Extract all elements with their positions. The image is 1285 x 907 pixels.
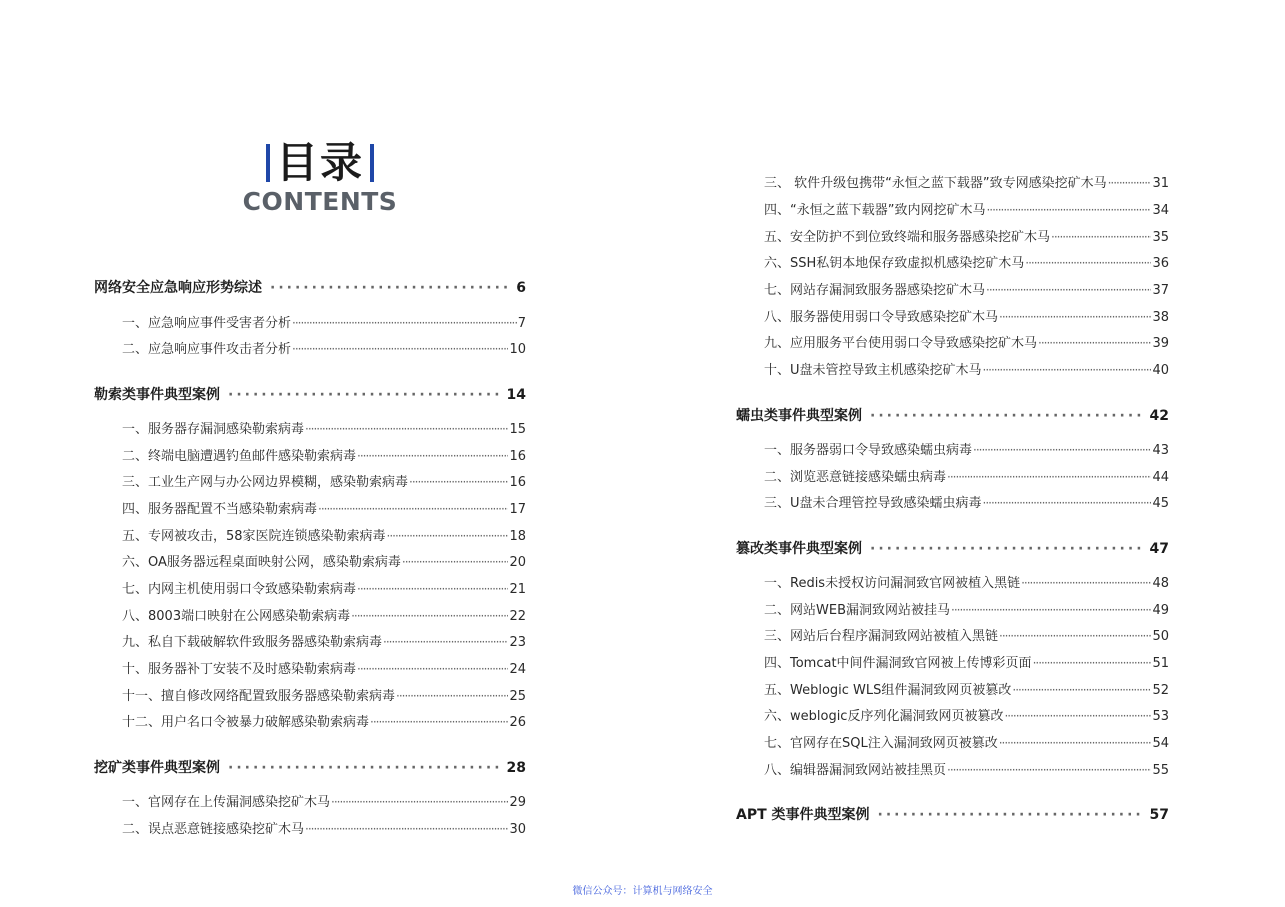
item-title: 四、“永恒之蓝下载器”致内网挖矿木马 [764, 203, 986, 218]
toc-item-entry[interactable] [94, 340, 526, 358]
page-number: 24 [509, 662, 526, 677]
dot-leader [983, 361, 1152, 379]
item-title: 五、安全防护不到位致终端和服务器感染挖矿木马 [764, 230, 1051, 245]
toc-item-entry[interactable] [736, 281, 1169, 299]
dot-leader [1108, 174, 1152, 192]
toc-item-entry[interactable] [736, 308, 1169, 326]
dot-leader [228, 758, 499, 778]
title-english: CONTENTS [242, 187, 398, 216]
dot-leader [947, 761, 1151, 779]
dot-leader [1038, 334, 1151, 352]
page-number: 25 [509, 689, 526, 704]
toc-item-entry[interactable] [736, 334, 1169, 352]
page-number: 16 [509, 449, 526, 464]
toc-item-entry[interactable] [94, 553, 526, 571]
item-title: 五、专网被攻击，58家医院连锁感染勒索病毒 [122, 529, 386, 544]
toc-item-entry[interactable] [736, 468, 1169, 486]
page-number: 34 [1152, 203, 1169, 218]
item-title: 七、官网存在SQL注入漏洞致网页被篡改 [764, 736, 998, 751]
dot-leader [270, 278, 508, 298]
footer-wechat: 微信公众号：计算机与网络安全 [572, 886, 713, 897]
dot-leader [986, 281, 1151, 299]
dot-leader [986, 201, 1151, 219]
section-title: 网络安全应急响应形势综述 [94, 280, 262, 296]
toc-item-entry[interactable] [736, 601, 1169, 619]
page-number: 48 [1152, 576, 1169, 591]
item-title: 三、网站后台程序漏洞致网站被植入黑链 [764, 629, 999, 644]
dot-leader [1033, 654, 1152, 672]
item-title: 八、服务器使用弱口令导致感染挖矿木马 [764, 310, 999, 325]
section-title: 篡改类事件典型案例 [736, 541, 862, 557]
dot-leader [999, 734, 1152, 752]
item-title: 十一、擅自修改网络配置致服务器感染勒索病毒 [122, 689, 396, 704]
toc-item-entry[interactable] [94, 633, 526, 651]
page-number: 47 [1149, 541, 1169, 557]
dot-leader [383, 633, 508, 651]
dot-leader [870, 539, 1142, 559]
item-title: 十二、用户名口令被暴力破解感染勒索病毒 [122, 715, 370, 730]
item-title: 二、应急响应事件攻击者分析 [122, 342, 292, 357]
dot-leader [292, 314, 517, 332]
dot-leader [228, 385, 499, 405]
toc-item-entry[interactable] [736, 574, 1169, 592]
dot-leader [292, 340, 508, 358]
item-title: 一、官网存在上传漏洞感染挖矿木马 [122, 795, 331, 810]
page-number: 18 [509, 529, 526, 544]
page-number: 40 [1152, 363, 1169, 378]
toc-item-entry[interactable] [736, 441, 1169, 459]
item-title: 八、编辑器漏洞致网站被挂黑页 [764, 763, 947, 778]
toc-item-entry[interactable] [736, 681, 1169, 699]
page-number: 51 [1152, 656, 1169, 671]
toc-section-entry[interactable] [94, 278, 526, 298]
item-title: 四、Tomcat中间件漏洞致官网被上传博彩页面 [764, 656, 1032, 671]
title-right-bar [370, 144, 374, 182]
toc-item-entry[interactable] [94, 420, 526, 438]
dot-leader [357, 447, 508, 465]
page-number: 44 [1152, 470, 1169, 485]
toc-item-entry[interactable] [736, 201, 1169, 219]
toc-item-entry[interactable] [736, 707, 1169, 725]
page-number: 17 [509, 502, 526, 517]
item-title: 七、内网主机使用弱口令致感染勒索病毒 [122, 582, 357, 597]
page-number: 14 [506, 387, 526, 403]
dot-leader [999, 308, 1151, 326]
dot-leader [878, 805, 1142, 825]
page-number: 37 [1152, 283, 1169, 298]
dot-leader [331, 793, 508, 811]
page-number: 50 [1152, 629, 1169, 644]
toc-item-entry[interactable] [736, 361, 1169, 379]
page-number: 35 [1152, 230, 1169, 245]
page-number: 38 [1152, 310, 1169, 325]
toc-item-entry[interactable] [94, 713, 526, 731]
dot-leader [318, 500, 508, 518]
dot-leader [1004, 707, 1151, 725]
toc-item-entry[interactable] [736, 654, 1169, 672]
item-title: 四、服务器配置不当感染勒索病毒 [122, 502, 318, 517]
page-number: 10 [509, 342, 526, 357]
toc-item-entry[interactable] [736, 734, 1169, 752]
toc-item-entry[interactable] [94, 580, 526, 598]
item-title: 二、网站WEB漏洞致网站被挂马 [764, 603, 950, 618]
page-number: 20 [509, 555, 526, 570]
toc-section-entry[interactable] [94, 758, 526, 778]
section-title: 勒索类事件典型案例 [94, 387, 220, 403]
item-title: 三、 软件升级包携带“永恒之蓝下载器”致专网感染挖矿木马 [764, 176, 1107, 191]
item-title: 一、应急响应事件受害者分析 [122, 316, 292, 331]
dot-leader [305, 820, 508, 838]
dot-leader [402, 553, 509, 571]
dot-leader [1012, 681, 1151, 699]
page-number: 16 [509, 475, 526, 490]
page-number: 28 [506, 760, 526, 776]
page-number: 7 [517, 316, 526, 331]
item-title: 十、U盘未管控导致主机感染挖矿木马 [764, 363, 982, 378]
dot-leader [370, 713, 508, 731]
dot-leader [999, 627, 1151, 645]
section-title: 蠕虫类事件典型案例 [736, 408, 862, 424]
toc-item-entry[interactable] [736, 627, 1169, 645]
toc-item-entry[interactable] [94, 660, 526, 678]
toc-section-entry[interactable] [736, 805, 1169, 825]
dot-leader [357, 660, 508, 678]
toc-item-entry[interactable] [736, 761, 1169, 779]
item-title: 二、终端电脑遭遇钓鱼邮件感染勒索病毒 [122, 449, 357, 464]
dot-leader [1021, 574, 1151, 592]
item-title: 二、误点恶意链接感染挖矿木马 [122, 822, 305, 837]
dot-leader [305, 420, 508, 438]
toc-title [240, 138, 400, 216]
item-title: 七、网站存漏洞致服务器感染挖矿木马 [764, 283, 986, 298]
page-number: 6 [516, 280, 526, 296]
dot-leader [973, 441, 1151, 459]
toc-item-entry[interactable] [736, 174, 1169, 192]
toc-section-entry[interactable] [736, 406, 1169, 426]
page-number: 53 [1152, 709, 1169, 724]
page-number: 52 [1152, 683, 1169, 698]
dot-leader [396, 687, 508, 705]
dot-leader [409, 473, 508, 491]
toc-item-entry[interactable] [736, 228, 1169, 246]
item-title: 九、私自下载破解软件致服务器感染勒索病毒 [122, 635, 383, 650]
toc-item-entry[interactable] [94, 500, 526, 518]
item-title: 六、SSH私钥本地保存致虚拟机感染挖矿木马 [764, 256, 1025, 271]
item-title: 一、服务器弱口令导致感染蠕虫病毒 [764, 443, 973, 458]
toc-item-entry[interactable] [94, 820, 526, 838]
page-number: 49 [1152, 603, 1169, 618]
page-number: 15 [509, 422, 526, 437]
toc-item-entry[interactable] [736, 254, 1169, 272]
dot-leader [1025, 254, 1151, 272]
toc-item-entry[interactable] [736, 494, 1169, 512]
dot-leader [947, 468, 1151, 486]
item-title: 六、OA服务器远程桌面映射公网，感染勒索病毒 [122, 555, 401, 570]
page-number: 30 [509, 822, 526, 837]
item-title: 八、8003端口映射在公网感染勒索病毒 [122, 609, 351, 624]
toc-item-entry[interactable] [94, 447, 526, 465]
page-number: 21 [509, 582, 526, 597]
page-number: 42 [1149, 408, 1169, 424]
page-number: 57 [1149, 807, 1169, 823]
page-number: 23 [509, 635, 526, 650]
dot-leader [1051, 228, 1151, 246]
toc-section-entry[interactable] [736, 539, 1169, 559]
toc-item-entry[interactable] [94, 527, 526, 545]
toc-item-entry[interactable] [94, 473, 526, 491]
page-number: 29 [509, 795, 526, 810]
page-number: 31 [1152, 176, 1169, 191]
section-title: 挖矿类事件典型案例 [94, 760, 220, 776]
page-number: 45 [1152, 496, 1169, 511]
toc-item-entry[interactable] [94, 607, 526, 625]
page-number: 54 [1152, 736, 1169, 751]
item-title: 一、服务器存漏洞感染勒索病毒 [122, 422, 305, 437]
dot-leader [351, 607, 508, 625]
title-left-bar [266, 144, 270, 182]
toc-item-entry[interactable] [94, 687, 526, 705]
dot-leader [951, 601, 1151, 619]
page-number: 55 [1152, 763, 1169, 778]
item-title: 二、浏览恶意链接感染蠕虫病毒 [764, 470, 947, 485]
item-title: 一、Redis未授权访问漏洞致官网被植入黑链 [764, 576, 1021, 591]
page-number: 22 [509, 609, 526, 624]
page-number: 26 [509, 715, 526, 730]
page-number: 43 [1152, 443, 1169, 458]
item-title: 十、服务器补丁安装不及时感染勒索病毒 [122, 662, 357, 677]
toc-item-entry[interactable] [94, 793, 526, 811]
item-title: 三、U盘未合理管控导致感染蠕虫病毒 [764, 496, 982, 511]
toc-item-entry[interactable] [94, 314, 526, 332]
item-title: 三、工业生产网与办公网边界模糊，感染勒索病毒 [122, 475, 409, 490]
page-number: 36 [1152, 256, 1169, 271]
dot-leader [357, 580, 508, 598]
dot-leader [983, 494, 1152, 512]
item-title: 五、Weblogic WLS组件漏洞致网页被篡改 [764, 683, 1012, 698]
toc-section-entry[interactable] [94, 385, 526, 405]
page-number: 39 [1152, 336, 1169, 351]
item-title: 六、weblogic反序列化漏洞致网页被篡改 [764, 709, 1004, 724]
title-chinese: 目录 [275, 138, 364, 187]
dot-leader [387, 527, 509, 545]
dot-leader [870, 406, 1142, 426]
item-title: 九、应用服务平台使用弱口令导致感染挖矿木马 [764, 336, 1038, 351]
section-title: APT 类事件典型案例 [736, 807, 870, 823]
